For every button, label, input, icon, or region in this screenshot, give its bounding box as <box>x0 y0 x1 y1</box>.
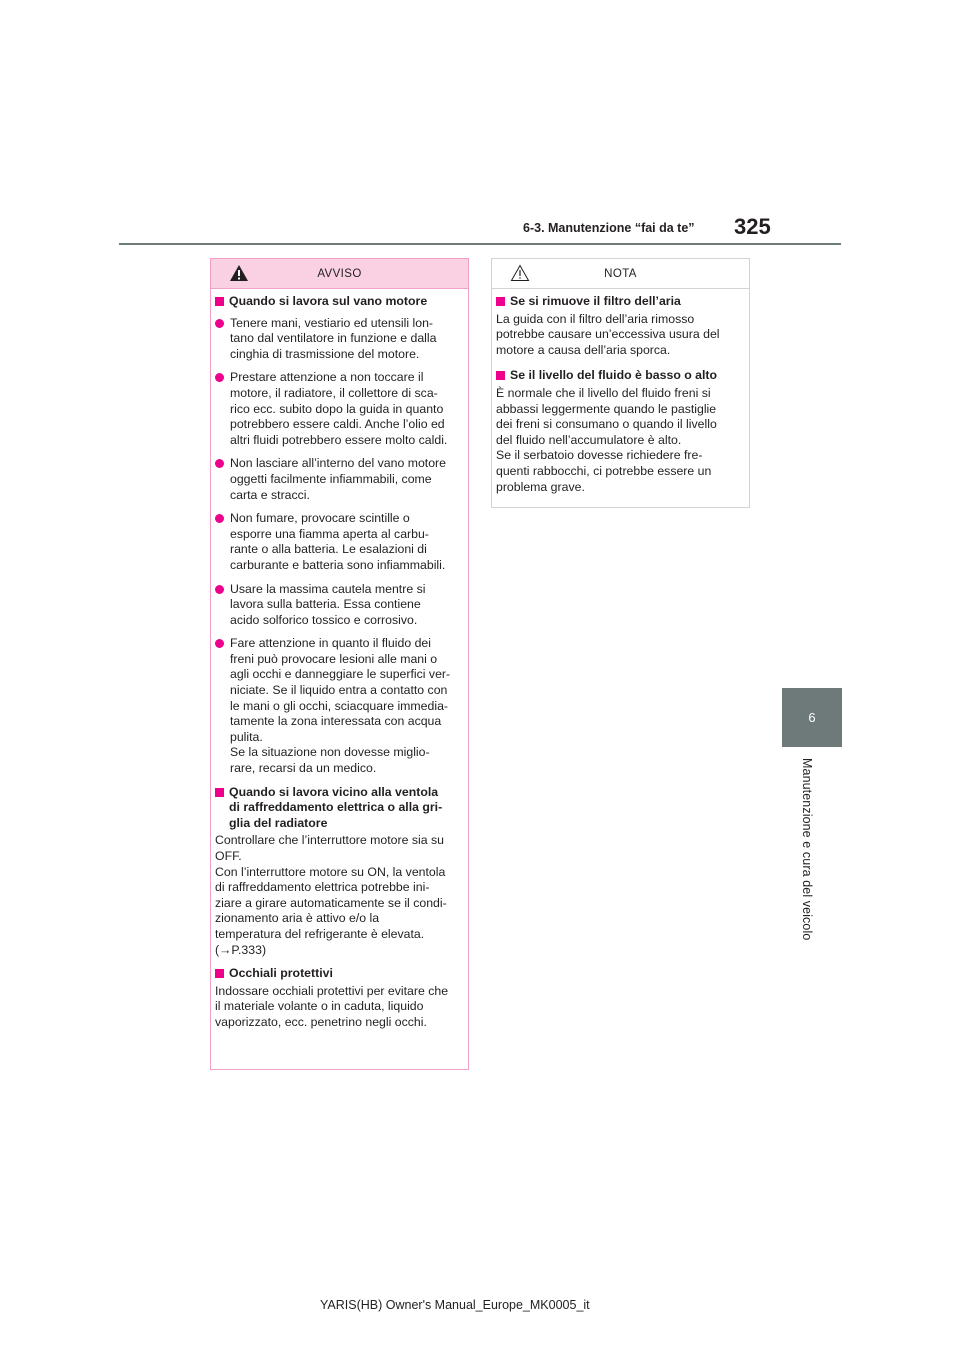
notice-box-title: NOTA <box>604 267 637 280</box>
heading-text: Quando si lavora vicino alla ventola di raffreddamento elettrica o alla gri- glia del radiatore <box>229 784 443 830</box>
notice-paragraph-fluid-level: È normale che il livello del fluido freni si abbassi leggermente quando le pastiglie dei freni si consumano o quando il livello del fluido nell’accumulatore è alto. Se il serbatoio dovesse richiedere fre- quenti rabbocchi, ci potrebbe essere un problema grave. <box>496 385 717 494</box>
heading-text: Se il livello del fluido è basso o alto <box>510 368 718 383</box>
list-item-text: Non fumare, provocare scintille o esporre una fiamma aperta al carbu- rante o alla batteria. Le esalazioni di carburante e batteria sono infiammabili. <box>230 511 446 572</box>
header-rule <box>119 243 841 245</box>
footer-manual-id: YARIS(HB) Owner's Manual_Europe_MK0005_it <box>320 1298 590 1312</box>
warning-paragraph-cooling-fan: Controllare che l’interruttore motore sia su OFF. Con l’interruttore motore su ON, la ventola di raffreddamento elettrica potrebbe ini- ziare a girare automaticamente se il condi- zionamento aria è attivo e/o la temperatura del refrigerante è elevata. (→P.333) <box>215 833 447 957</box>
warning-box-header <box>211 259 468 289</box>
notice-heading-fluid-level <box>496 368 737 384</box>
list-item <box>215 456 456 503</box>
warning-box-title: AVVISO <box>317 267 362 280</box>
warning-triangle-icon <box>229 264 249 282</box>
list-item <box>215 582 456 629</box>
caution-triangle-icon <box>510 264 530 282</box>
square-bullet-icon <box>496 297 505 306</box>
list-item-text: Fare attenzione in quanto il fluido dei freni può provocare lesioni alle mani o agli occhi e danneggiare le superfici ver- niciate. Se il liquido entra a contatto con le mani o gli occhi, sciacquare immedia- tamente la zona interessata con acqua pulita. Se la situazione non dovesse miglio- rare, recarsi da un medico. <box>230 636 451 776</box>
square-bullet-icon <box>215 969 224 978</box>
list-item-text: Tenere mani, vestiario ed utensili lon- tano dal ventilatore in funzione e dalla cinghia di trasmissione del motore. <box>230 315 437 361</box>
heading-text: Quando si lavora sul vano motore <box>229 294 428 308</box>
list-item-text: Usare la massima cautela mentre si lavora sulla batteria. Essa contiene acido solforico tossico e corrosivo. <box>230 581 426 627</box>
round-bullet-icon <box>215 514 224 523</box>
list-item <box>215 511 456 573</box>
list-item <box>215 316 456 363</box>
round-bullet-icon <box>215 585 224 594</box>
warning-paragraph-goggles: Indossare occhiali protettivi per evitare che il materiale volante o in caduta, liquido vaporizzato, ecc. penetrino negli occhi. <box>215 983 449 1029</box>
list-item-text: Prestare attenzione a non toccare il motore, il radiatore, il collettore di sca- rico ecc. subito dopo la guida in quanto potrebbero essere caldi. Anche l’olio ed altri fluidi potrebbero essere molto caldi. <box>230 370 448 447</box>
list-item <box>215 636 456 776</box>
notice-box-header <box>492 259 749 289</box>
chapter-tab[interactable] <box>782 688 842 747</box>
warning-heading-goggles <box>215 966 456 982</box>
round-bullet-icon <box>215 319 224 328</box>
warning-box <box>210 258 469 1070</box>
list-item <box>215 370 456 448</box>
round-bullet-icon <box>215 639 224 648</box>
round-bullet-icon <box>215 373 224 382</box>
list-item-text: Non lasciare all’interno del vano motore oggetti facilmente infiammabili, come carta e stracci. <box>230 456 446 502</box>
square-bullet-icon <box>215 297 224 306</box>
square-bullet-icon <box>215 788 224 797</box>
warning-heading-cooling-fan <box>215 785 456 832</box>
square-bullet-icon <box>496 371 505 380</box>
heading-text: Se si rimuove il filtro dell’aria <box>510 294 681 308</box>
section-title: 6-3. Manutenzione “fai da te” <box>523 221 695 235</box>
chapter-title: Manutenzione e cura del veicolo <box>800 758 814 941</box>
notice-heading-air-filter <box>496 294 737 310</box>
notice-paragraph-air-filter: La guida con il filtro dell’aria rimosso potrebbe causare un’eccessiva usura del motore a causa dell’aria sporca. <box>496 311 720 357</box>
round-bullet-icon <box>215 459 224 468</box>
page-number: 325 <box>734 214 771 239</box>
heading-text: Occhiali protettivi <box>229 966 333 981</box>
warning-heading-engine-bay <box>215 294 456 310</box>
notice-box <box>491 258 750 508</box>
chapter-number: 6 <box>808 710 816 725</box>
